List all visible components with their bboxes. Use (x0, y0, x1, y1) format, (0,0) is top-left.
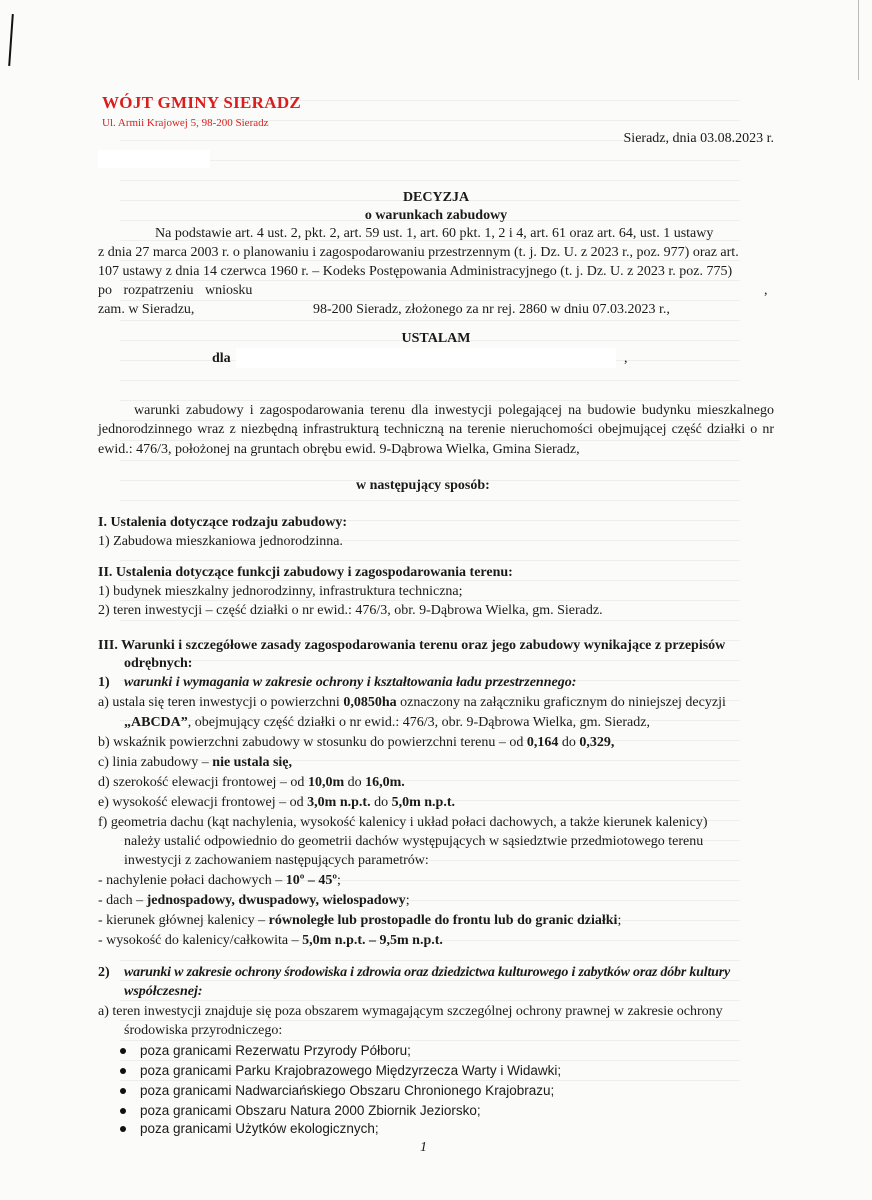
item-d-dot: . (401, 775, 405, 790)
item-d (98, 775, 405, 791)
item-b-comma: , (610, 735, 615, 750)
item-d-do: do (347, 775, 362, 790)
item-a-line-2 (124, 715, 650, 731)
page-number: 1 (420, 1140, 427, 1155)
item-a-text: a) ustala się teren inwestycji o powierzchni (98, 695, 340, 710)
bullet-icon (120, 1108, 126, 1114)
item-a-line-1 (98, 695, 726, 711)
bullet-item (120, 1063, 561, 1078)
bullet-item (120, 1121, 379, 1136)
roof-pitch (98, 873, 341, 889)
item-f-line-1: f) geometria dachu (kąt nachylenia, wysokość kalenicy i układ połaci dachowych, a także kierunek kalenicy) (98, 815, 708, 830)
item-a-text-2: oznaczony na załączniku graficznym do niniejszej decyzji (400, 695, 726, 710)
item-c-text: c) linia zabudowy – (98, 755, 209, 770)
item-e-text: e) wysokość elewacji frontowej – od (98, 795, 304, 810)
legal-basis-line-5b: 98-200 Sieradz, złożonego za nr rej. 2860 w dniu 07.03.2023 r., (313, 302, 670, 317)
investment-description: warunki zabudowy i zagospodarowania terenu dla inwestycji polegającej na budowie budynku mieszkalnego jednorodzinnego wraz z niezbędną infrastrukturą techniczną na terenie nieruchomości obejmującej część działki o nr ewid.: 476/3, położonej na gruntach obrębu ewid. 9-Dąbrowa Wielka, Gmina Sieradz, (98, 403, 774, 457)
place-date: Sieradz, dnia 03.08.2023 r. (623, 131, 774, 146)
section-2-heading: II. Ustalenia dotyczące funkcji zabudowy i zagospodarowania terenu: (98, 565, 513, 580)
item-e (98, 795, 455, 811)
item-d-text: d) szerokość elewacji frontowej – od (98, 775, 305, 790)
scan-edge (858, 0, 859, 80)
ridge-height-label: - wysokość do kalenicy/całkowita – (98, 933, 299, 948)
item-a-text-3: , obejmujący część działki o nr ewid.: 476/3, obr. 9-Dąbrowa Wielka, gm. Sieradz, (187, 715, 650, 730)
bullet-text: poza granicami Parku Krajobrazowego Międzyrzecza Warty i Widawki; (140, 1063, 562, 1078)
roof-pitch-label: - nachylenie połaci dachowych – (98, 873, 283, 888)
sub-1-number: 1) (98, 675, 110, 690)
ridge-direction-value: równoległe lub prostopadle do frontu lub do granic działki (268, 913, 618, 928)
roof-type-value: jednospadowy, dwuspadowy, wielospadowy (146, 893, 406, 908)
bullet-text: poza granicami Nadwarciańskiego Obszaru Chronionego Krajobrazu; (140, 1083, 555, 1098)
item-d-value-1: 10,0m (307, 775, 345, 790)
section-2-item-2: 2) teren inwestycji – część działki o nr ewid.: 476/3, obr. 9-Dąbrowa Wielka, gm. Sieradz. (98, 603, 603, 618)
ustalam-heading: USTALAM (401, 331, 471, 346)
sposob-heading: w następujący sposób: (356, 478, 490, 493)
item-f-line-3: inwestycji z zachowaniem następujących parametrów: (124, 853, 429, 868)
bullet-icon (120, 1068, 126, 1074)
section-1-heading: I. Ustalenia dotyczące rodzaju zabudowy: (98, 515, 348, 530)
legal-basis-line-4: po rozpatrzeniu wniosku (98, 283, 253, 298)
ridge-direction (98, 913, 621, 929)
item-b-value-1: 0,164 (526, 735, 559, 750)
decision-subject: o warunkach zabudowy (364, 208, 508, 223)
item-b-text: b) wskaźnik powierzchni zabudowy w stosunku do powierzchni terenu – od (98, 735, 524, 750)
item-b-do: do (561, 735, 576, 750)
item-e-value-2: 5,0m n.p.t. (391, 795, 455, 810)
decision-title: DECYZJA (402, 190, 470, 205)
item-e-value-1: 3,0m n.p.t. (307, 795, 371, 810)
legal-basis-line-1: Na podstawie art. 4 ust. 2, pkt. 2, art. 59 ust. 1, art. 60 pkt. 1, 2 i 4, art. 61 oraz art. 64, ust. 1 ustawy (155, 226, 714, 241)
bullet-item (120, 1083, 554, 1098)
ridge-height-value: 5,0m n.p.t. – 9,5m n.p.t. (302, 933, 443, 948)
sub-1-title: warunki i wymagania w zakresie ochrony i kształtowania ładu przestrzennego: (124, 675, 577, 690)
legal-basis-line-2: z dnia 27 marca 2003 r. o planowaniu i zagospodarowaniu przestrzennym (t. j. Dz. U. z 2023 r., poz. 977) oraz art. (98, 245, 739, 260)
redaction-box (236, 348, 616, 368)
bullet-item (120, 1103, 481, 1118)
section-1-item-1: 1) Zabudowa mieszkaniowa jednorodzinna. (98, 534, 343, 549)
bullet-text: poza granicami Obszaru Natura 2000 Zbiornik Jeziorsko; (140, 1103, 481, 1118)
roof-type-end: ; (405, 893, 410, 908)
section-3-heading-line-2: odrębnych: (124, 656, 193, 671)
bullet-icon (120, 1126, 126, 1132)
redaction-box (98, 150, 210, 168)
pen-mark (8, 14, 14, 66)
sub-2-title-line-2: współczesnej: (124, 984, 203, 999)
section-3-heading-line-1: III. Warunki i szczegółowe zasady zagospodarowania terenu oraz jego zabudowy wynikające z przepisów (98, 638, 726, 653)
item-f-line-2: należy ustalić odpowiednio do geometrii dachów występujących w sąsiedztwie przedmiotowego terenu (124, 834, 704, 849)
legal-basis-line-3: 107 ustawy z dnia 14 czerwca 1960 r. – Kodeks Postępowania Administracyjnego (t. j. Dz. U. z 2023 r. poz. 775) (98, 264, 733, 279)
legal-basis-line-5a: zam. w Sieradzu, (98, 302, 195, 317)
item-b (98, 735, 614, 751)
bullet-icon (120, 1088, 126, 1094)
roof-type (98, 893, 410, 909)
item-e-do: do (374, 795, 389, 810)
ridge-height (98, 933, 443, 949)
section-2-item-1: 1) budynek mieszkalny jednorodzinny, infrastruktura techniczna; (98, 584, 463, 599)
roof-pitch-end: ; (337, 873, 341, 888)
bullet-text: poza granicami Użytków ekologicznych; (140, 1121, 379, 1136)
item-a-marker: „ABCDA” (124, 715, 188, 730)
legal-basis-line-4-end: , (764, 283, 768, 298)
bullet-item (120, 1043, 411, 1058)
item-a2-line-1: a) teren inwestycji znajduje się poza obszarem wymagającym szczególnej ochrony prawnej w zakresie ochrony (98, 1004, 723, 1019)
roof-type-label: - dach – (98, 893, 144, 908)
item-d-value-2: 16,0m (365, 775, 402, 790)
authority-address: Ul. Armii Krajowej 5, 98-200 Sieradz (102, 117, 269, 129)
item-a2-line-2: środowiska przyrodniczego: (124, 1023, 283, 1038)
ridge-direction-label: - kierunek głównej kalenicy – (98, 913, 266, 928)
roof-pitch-value: 10º – 45º (285, 873, 338, 888)
dla-label: dla (212, 351, 231, 366)
item-c (98, 755, 292, 771)
sub-2-title-line-1: warunki w zakresie ochrony środowiska i zdrowia oraz dziedzictwa kulturowego i zabytków oraz dóbr kultury (124, 965, 730, 980)
bullet-icon (120, 1048, 126, 1054)
item-c-value: nie ustala się, (212, 755, 293, 770)
item-a-area: 0,0850ha (343, 695, 397, 710)
dla-comma: , (624, 351, 628, 366)
bullet-text: poza granicami Rezerwatu Przyrody Półboru; (140, 1043, 411, 1058)
ridge-direction-end: ; (617, 913, 622, 928)
sub-2-number: 2) (98, 965, 110, 980)
item-b-value-2: 0,329 (579, 735, 611, 750)
authority-title: WÓJT GMINY SIERADZ (102, 93, 302, 112)
